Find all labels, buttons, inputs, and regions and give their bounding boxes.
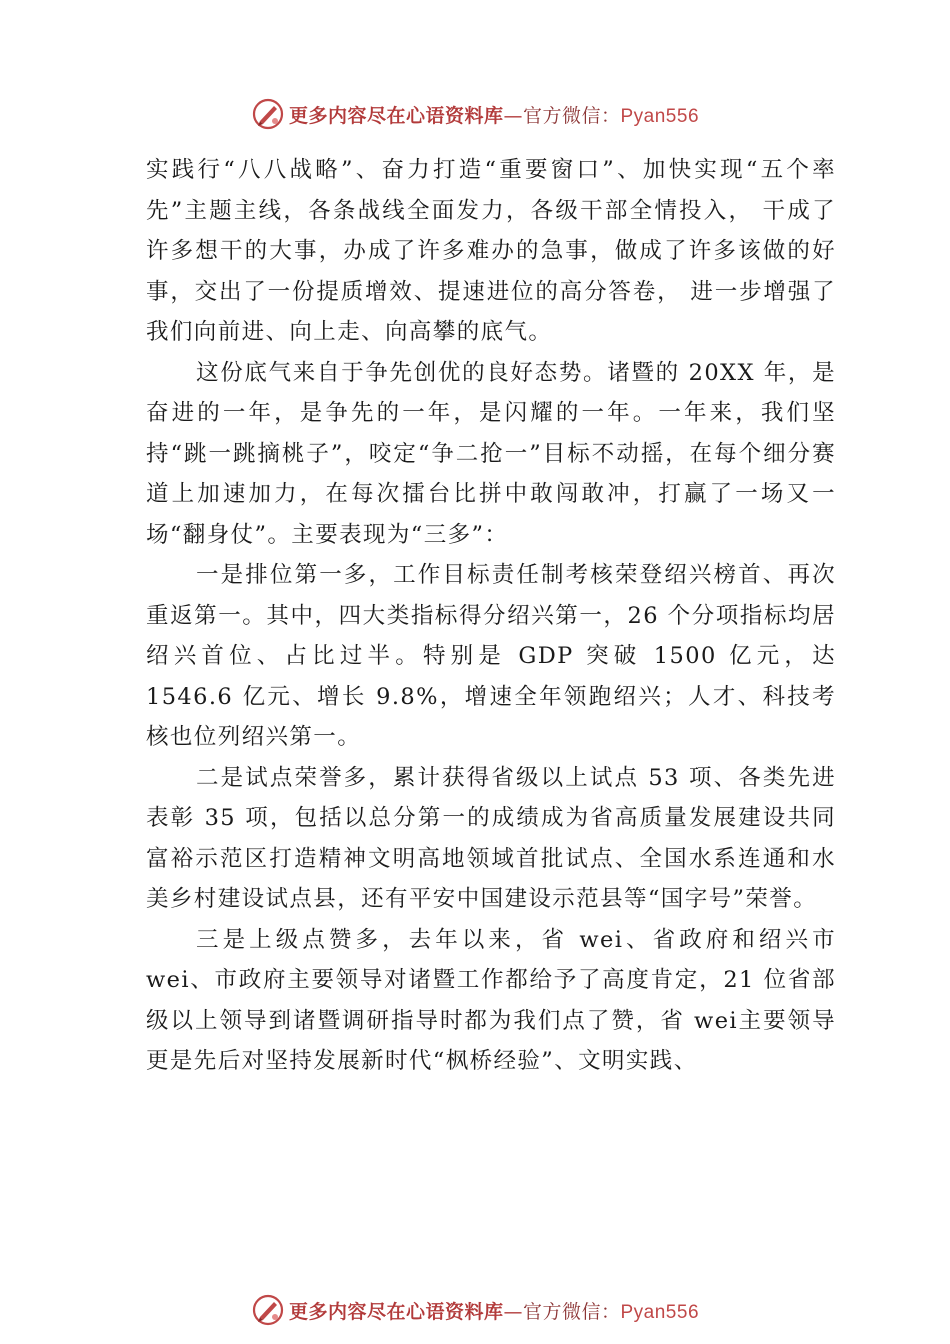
wechat-id: Pyan556 bbox=[620, 105, 700, 127]
banner-text bbox=[289, 1297, 699, 1324]
official-wechat-label: 官方微信： bbox=[522, 1300, 621, 1323]
header-banner bbox=[0, 94, 950, 134]
footer-banner bbox=[0, 1290, 950, 1330]
paragraph: 这份底气来自于争先创优的良好态势。诸暨的 20XX 年，是奋进的一年，是争先的一年，是闪耀的一年。一年来，我们坚持“跳一跳摘桃子”，咬定“争二抢一”目标不动摇，在每个细分赛道上加速加力，在每次擂台比拼中敢闯敢冲，打赢了一场又一场“翻身仗”。主要表现为“三多”： bbox=[146, 359, 836, 548]
library-text: 更多内容尽在心语资料库 bbox=[288, 104, 504, 127]
official-wechat-label: 官方微信： bbox=[522, 104, 621, 127]
paragraph: 二是试点荣誉多，累计获得省级以上试点 53 项、各类先进表彰 35 项，包括以总分第一的成绩成为省高质量发展建设共同富裕示范区打造精神文明高地领域首批试点、全国水系连通和水美乡村建设试点县，还有平安中国建设示范县等“国字号”荣誉。 bbox=[146, 764, 836, 912]
library-text: 更多内容尽在心语资料库 bbox=[288, 1300, 504, 1323]
pen-logo-icon bbox=[251, 1293, 285, 1327]
paragraph: 一是排位第一多，工作目标责任制考核荣登绍兴榜首、再次重返第一。其中，四大类指标得分绍兴第一，26 个分项指标均居绍兴首位、占比过半。特别是 GDP 突破 1500 亿元，达 1546.6 亿元、增长 9.8%，增速全年领跑绍兴；人才、科技考核也位列绍兴第一。 bbox=[146, 562, 836, 750]
paragraph: 实践行“八八战略”、奋力打造“重要窗口”、加快实现“五个率先”主题主线，各条战线全面发力，各级干部全情投入， 干成了许多想干的大事，办成了许多难办的急事，做成了许多该做的好事，交出了一份提质增效、提速进位的高分答卷， 进一步增强了我们向前进、向上走、向高攀的底气。 bbox=[146, 157, 836, 345]
pen-logo-icon bbox=[251, 97, 285, 131]
paragraph: 三是上级点赞多，去年以来，省 wei、省政府和绍兴市wei、市政府主要领导对诸暨工作都给予了高度肯定，21 位省部级以上领导到诸暨调研指导时都为我们点了赞，省 wei主要领导更是先后对坚持发展新时代“枫桥经验”、文明实践、 bbox=[146, 926, 836, 1074]
banner-dash: — bbox=[503, 104, 523, 127]
wechat-id: Pyan556 bbox=[620, 1301, 700, 1323]
banner-text bbox=[289, 101, 699, 128]
document-body bbox=[146, 150, 836, 1082]
banner-dash: — bbox=[503, 1300, 523, 1323]
